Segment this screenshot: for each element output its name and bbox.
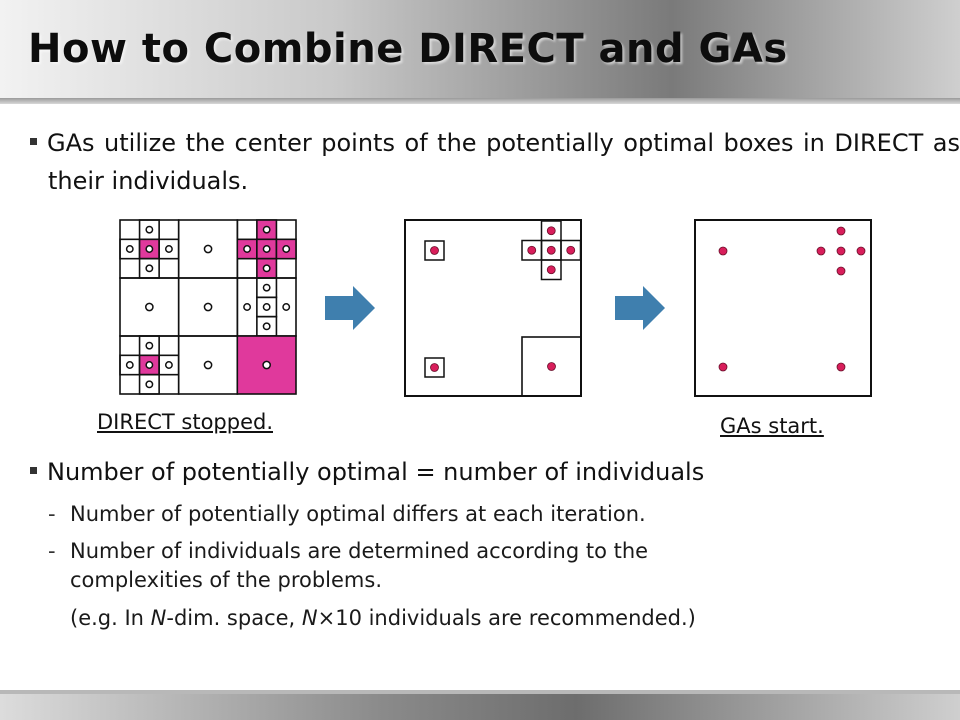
- individual-point: [548, 363, 556, 371]
- individual-point: [547, 227, 555, 235]
- center-point: [263, 323, 269, 329]
- individual-point: [837, 247, 845, 255]
- sub-text-line2: complexities of the problems.: [70, 568, 382, 592]
- footer-bar: [0, 690, 960, 720]
- individual-point: [547, 246, 555, 254]
- individual-point: [837, 363, 845, 371]
- center-point: [146, 265, 152, 271]
- individual-point: [719, 363, 727, 371]
- center-point: [146, 381, 152, 387]
- center-point: [146, 362, 152, 368]
- individual-point: [817, 247, 825, 255]
- individual-point: [547, 266, 555, 274]
- sub-text-line1: Number of individuals are determined according to the: [70, 539, 649, 563]
- center-point: [146, 342, 152, 348]
- center-point: [146, 246, 152, 252]
- page-title: How to Combine DIRECT and GAs: [28, 26, 788, 72]
- center-point: [127, 362, 133, 368]
- bullet-text: GAs utilize the center points of the potentially optimal boxes in DIRECT as their individuals.: [47, 129, 960, 195]
- center-point: [283, 304, 289, 310]
- center-point: [204, 361, 211, 368]
- individual-point: [837, 227, 845, 235]
- center-point: [166, 246, 172, 252]
- sub-text: Number of potentially optimal differs at each iteration.: [70, 502, 646, 526]
- center-point: [244, 246, 250, 252]
- bullet-number-optimal: [30, 456, 704, 488]
- individual-point: [431, 364, 439, 372]
- center-point: [263, 226, 269, 232]
- individual-point: [567, 246, 575, 254]
- center-point: [263, 246, 269, 252]
- center-point: [146, 303, 153, 310]
- center-point: [263, 361, 270, 368]
- example-note: (e.g. In N-dim. space, N×10 individuals are recommended.): [70, 606, 696, 630]
- center-point: [263, 265, 269, 271]
- center-point: [204, 245, 211, 252]
- center-point: [204, 303, 211, 310]
- bullet-square-icon: [30, 467, 37, 474]
- individual-point: [431, 247, 439, 255]
- center-point: [166, 362, 172, 368]
- right-arrow-icon: [325, 286, 375, 330]
- individual-point: [719, 247, 727, 255]
- center-point: [244, 304, 250, 310]
- sub-bullet-determined: - Number of individuals are determined according to the complexities of the problems.: [48, 537, 648, 595]
- center-point: [146, 226, 152, 232]
- center-point: [263, 284, 269, 290]
- label-gas-start: GAs start.: [720, 414, 824, 438]
- right-arrow-icon: [615, 286, 665, 330]
- sub-bullet-differs: - Number of potentially optimal differs at each iteration.: [48, 502, 646, 526]
- individual-point: [528, 246, 536, 254]
- bullet-text: Number of potentially optimal = number of individuals: [47, 458, 705, 486]
- label-direct-stopped: DIRECT stopped.: [97, 410, 273, 434]
- center-point: [127, 246, 133, 252]
- center-point: [263, 304, 269, 310]
- individual-point: [857, 247, 865, 255]
- center-point: [283, 246, 289, 252]
- individual-point: [837, 267, 845, 275]
